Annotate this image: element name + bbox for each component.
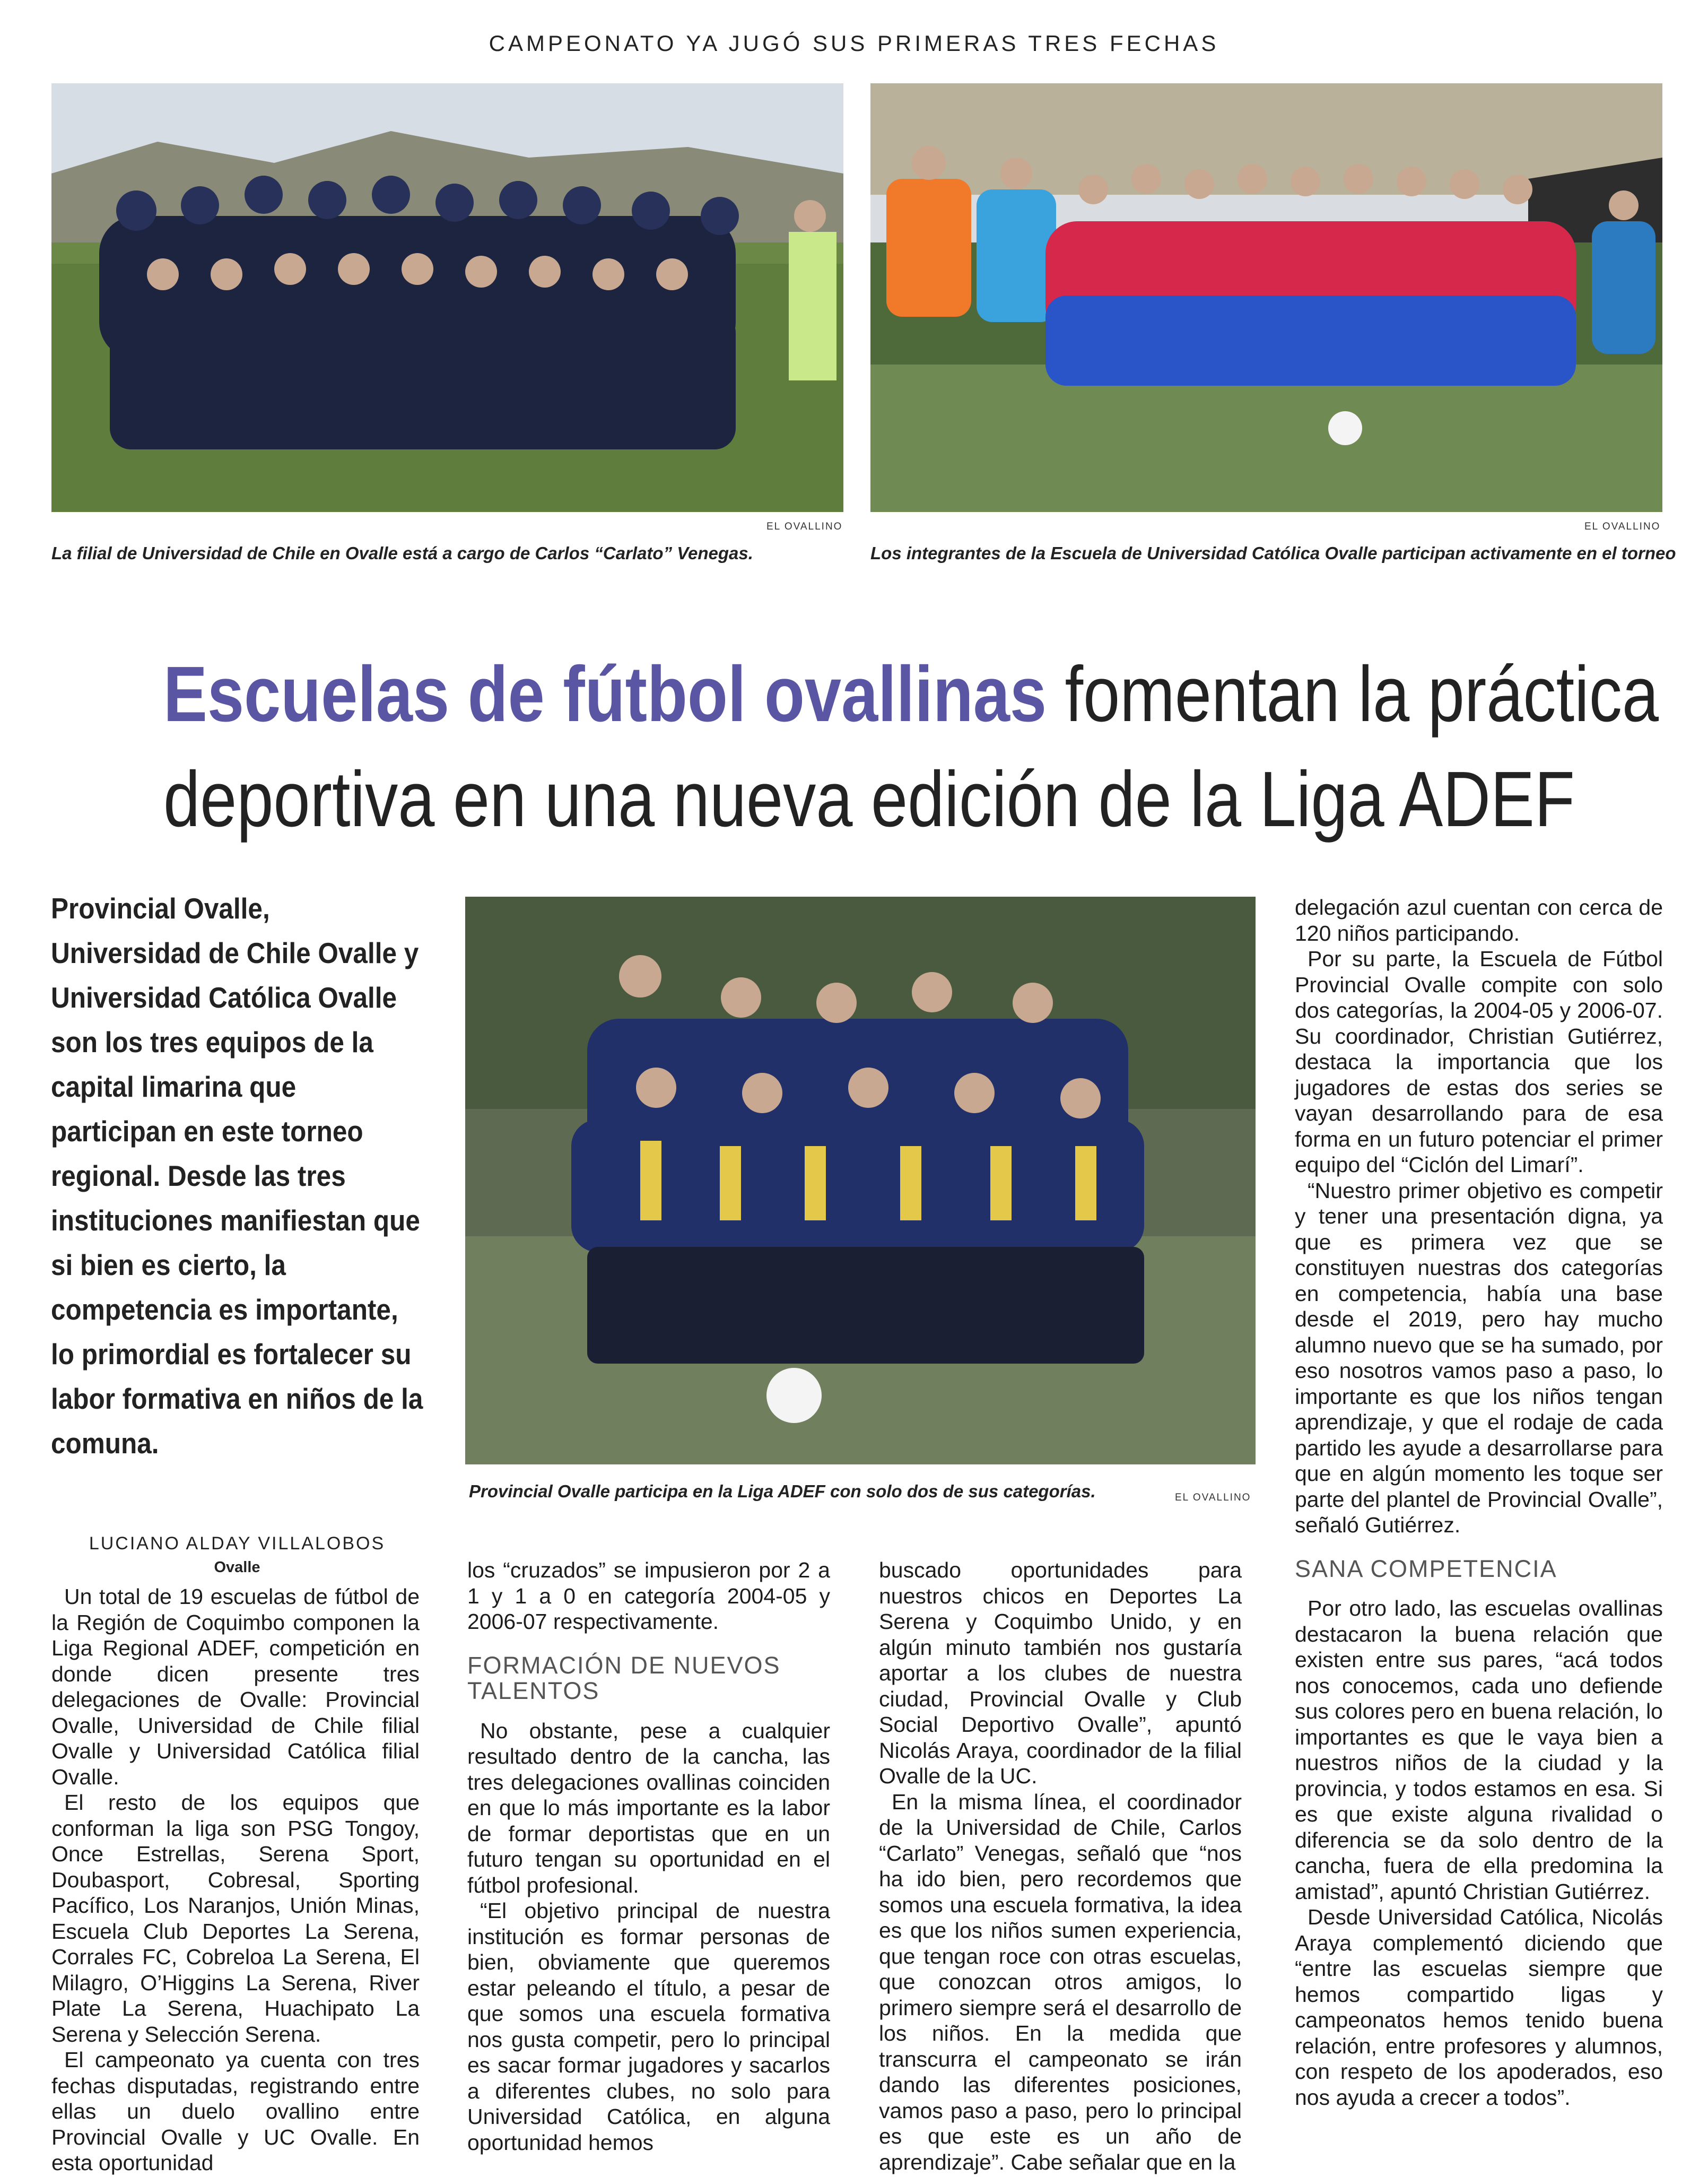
column-2 (467, 1557, 830, 2155)
caption-2: Los integrantes de la Escuela de Universidad Católica Ovalle participan activamente en el torneo (870, 543, 1676, 563)
col4-continuation: delegación azul cuentan con cerca de 120 niños participando. (1295, 895, 1663, 946)
col1-paragraph-2: El resto de los equipos que conforman la liga son PSG Tongoy, Once Estrellas, Serena Sport, Doubasport, Cobresal, Sporting Pacífico, Los Naranjos, Unión Minas, Escuela Club Deportes La Serena, Corrales FC, Cobreloa La Serena, El Milagro, O’Higgins La Serena, River Plate La Serena, Huachipato La Serena y Selección Serena. (51, 1790, 420, 2046)
caption-1: La filial de Universidad de Chile en Ovalle está a cargo de Carlos “Carlato” Venegas. (51, 543, 753, 563)
headline-strong: Escuelas de fútbol ovallinas (163, 651, 1047, 738)
kicker: CAMPEONATO YA JUGÓ SUS PRIMERAS TRES FECHAS (489, 31, 1219, 56)
col4-paragraph-3: Por otro lado, las escuelas ovallinas destacaron la buena relación que existen entre sus pares, “acá todos nos conocemos, cada uno defiende sus colores pero en buena relación, lo importantes es que le vaya bien a nuestros niños de la ciudad y la provincia, y todos estamos en esa. Si es que existe alguna rivalidad o diferencia se da solo dentro de la cancha, fuera de ella predomina la amistad”, apuntó Christian Gutiérrez. (1295, 1596, 1663, 1904)
caption-3: Provincial Ovalle participa en la Liga ADEF con solo dos de sus categorías. (469, 1481, 1096, 1501)
subheading-sana-competencia: SANA COMPETENCIA (1295, 1555, 1557, 1582)
col3-continuation: buscado oportunidades para nuestros chicos en Deportes La Serena y Coquimbo Unido, y en algún minuto también nos gustaría aportar a los clubes de nuestra ciudad, Provincial Ovalle y Club Social Deportivo Ovalle”, apuntó Nicolás Araya, coordinador de la filial Ovalle de la UC. (879, 1558, 1242, 1788)
col2-continuation: los “cruzados” se impusieron por 2 a 1 y 1 a 0 en categoría 2004-05 y 2006-07 respectivamente. (467, 1558, 830, 1634)
col1-paragraph-1: Un total de 19 escuelas de fútbol de la Región de Coquimbo componen la Liga Regional ADEF, competición en donde dicen presente tres delegaciones de Ovalle: Provincial Ovalle, Universidad de Chile filial Ovalle y Universidad Católica filial Ovalle. (51, 1584, 420, 1789)
byline-place: Ovalle (214, 1559, 260, 1576)
col1-paragraph-3: El campeonato ya cuenta con tres fechas disputadas, registrando entre ellas un duelo ovallino entre Provincial Ovalle y UC Ovalle. En esta oportunidad (51, 2048, 420, 2175)
headline-line2: deportiva en una nueva edición de la Liga ADEF (163, 756, 1575, 843)
column-3 (879, 1557, 1242, 2175)
headline-rest-line1: fomentan la práctica (1047, 651, 1659, 738)
photo-credit-2: EL OVALLINO (1584, 521, 1661, 532)
col3-paragraph-1: En la misma línea, el coordinador de la Universidad de Chile, Carlos “Carlato” Venegas, señaló que “nos ha ido bien, pero recordemos que somos una escuela formativa, la idea es que los niños sumen experiencia, que tengan roce con otras escuelas, que conozcan otros amigos, lo primero siempre será el desarrollo de los niños. En la medida que transcurra el campeonato se irán dando las diferentes posiciones, vamos paso a paso, pero lo principal es que este es un año de aprendizaje”. Cabe señalar que en la (879, 1789, 1242, 2174)
subheading-formacion: FORMACIÓN DE NUEVOS TALENTOS (467, 1651, 781, 1704)
lead-paragraph: Provincial Ovalle, Universidad de Chile Ovalle y Universidad Católica Ovalle son los tres equipos de la capital limarina que participan en este torneo regional. Desde las tres instituciones manifiestan que si bien es cierto, la competencia es importante, lo primordial es fortalecer su labor formativa en niños de la comuna. (51, 892, 423, 1460)
photo-provincial-ovalle-team (465, 897, 1256, 1464)
col4-paragraph-2: “Nuestro primer objetivo es competir y tener una presentación digna, ya que es primera vez que se constituyen nuestras dos categorías en competencia, había una base desde el 2019, pero hay mucho alumno nuevo que se ha sumado, por eso nosotros vamos paso a paso, lo importante es que los niños tengan aprendizaje, y que el rodaje de cada partido les ayude a desarrollarse para que en algún momento les toque ser parte del plantel de Provincial Ovalle”, señaló Gutiérrez. (1295, 1178, 1663, 1537)
byline-author: LUCIANO ALDAY VILLALOBOS (89, 1533, 386, 1554)
photo-credit-3: EL OVALLINO (1175, 1492, 1251, 1503)
column-1 (51, 1584, 420, 2176)
col2-paragraph-2: “El objetivo principal de nuestra institución es formar personas de bien, obviamente que queremos estar peleando el título, a pesar de que somos una escuela formativa nos gusta competir, pero lo principal es sacar formar jugadores y sacarlos a diferentes clubes, no solo para Universidad Católica, en alguna oportunidad hemos (467, 1898, 830, 2155)
photo-credit-1: EL OVALLINO (766, 521, 843, 532)
col2-paragraph-1: No obstante, pese a cualquier resultado dentro de la cancha, las tres delegaciones ovallinas coinciden en que lo más importante es la labor de formar deportistas que en un futuro tengan su oportunidad en el fútbol profesional. (467, 1718, 830, 1897)
col4-paragraph-4: Desde Universidad Católica, Nicolás Araya complementó diciendo que “entre las escuelas siempre que hemos compartido ligas y campeonatos hemos tenido buena relación, entre profesores y alumnos, con respeto de los apoderados, eso nos ayuda a crecer a todos”. (1295, 1905, 1663, 2110)
headline (163, 642, 1659, 852)
photo-u-de-chile-team (51, 83, 843, 512)
column-4-top (1295, 895, 1663, 2110)
col4-paragraph-1: Por su parte, la Escuela de Fútbol Provincial Ovalle compite con solo dos categorías, la 2004-05 y 2006-07. Su coordinador, Christian Gutiérrez, destaca la importancia que los jugadores de estas dos series se vayan desarrollando para de esa forma en un futuro potenciar el primer equipo del “Ciclón del Limarí”. (1295, 947, 1663, 1177)
photo-uc-team (870, 83, 1662, 512)
